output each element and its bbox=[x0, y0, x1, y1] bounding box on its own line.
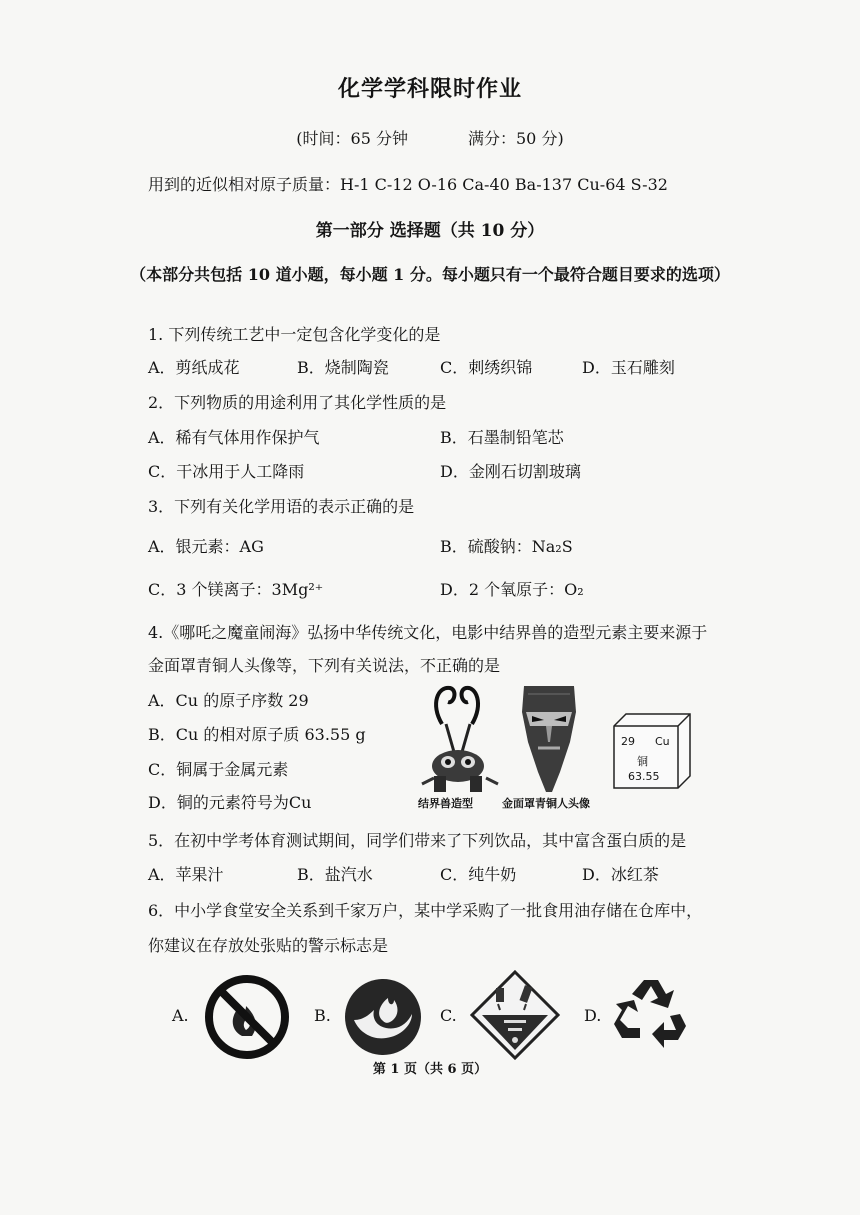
q5-option-d: D．冰红茶 bbox=[582, 865, 659, 884]
q3-option-c: C．3 个镁离子：3Mg²⁺ bbox=[148, 580, 324, 599]
section-instructions: （本部分共包括 10 道小题，每小题 1 分。每小题只有一个最符合题目要求的选项） bbox=[130, 265, 730, 284]
q4-stem-line2: 金面罩青铜人头像等，下列有关说法，不正确的是 bbox=[148, 656, 501, 675]
q3-option-a: A．银元素：AG bbox=[148, 537, 264, 556]
q5-option-b: B．盐汽水 bbox=[297, 865, 373, 884]
element-symbol: Cu bbox=[655, 735, 670, 748]
q4-option-d: D．铜的元素符号为Cu bbox=[148, 793, 312, 812]
q6-option-d: D. bbox=[584, 1006, 602, 1025]
exam-title: 化学学科限时作业 bbox=[337, 76, 522, 102]
bronze-head-figure bbox=[516, 682, 582, 794]
q5-option-a: A．苹果汁 bbox=[148, 865, 224, 884]
q4-stem-line1: 4.《哪吒之魔童闹海》弘扬中华传统文化，电影中结界兽的造型元素主要来源于 bbox=[148, 623, 708, 642]
corrosive-sign-icon bbox=[470, 970, 560, 1060]
section-title: 第一部分 选择题（共 10 分） bbox=[315, 221, 545, 241]
q1-option-b: B．烧制陶瓷 bbox=[297, 358, 389, 377]
exam-score: 满分：50 分) bbox=[468, 129, 564, 148]
q2-option-b: B．石墨制铅笔芯 bbox=[440, 428, 564, 447]
exam-time: (时间：65 分钟 bbox=[296, 129, 408, 148]
q5-option-c: C．纯牛奶 bbox=[440, 865, 517, 884]
q2-option-c: C．干冰用于人工降雨 bbox=[148, 462, 305, 481]
q3-option-b: B．硫酸钠：Na₂S bbox=[440, 537, 573, 556]
no-fire-sign-icon bbox=[204, 974, 290, 1060]
q3-option-d: D．2 个氧原子：O₂ bbox=[440, 580, 584, 599]
q6-stem-line2: 你建议在存放处张贴的警示标志是 bbox=[148, 936, 389, 955]
exam-meta bbox=[0, 126, 860, 149]
q1-option-a: A．剪纸成花 bbox=[148, 358, 240, 377]
q2-option-a: A．稀有气体用作保护气 bbox=[148, 428, 320, 447]
q4-option-b: B．Cu 的相对原子质 63.55 g bbox=[148, 725, 366, 744]
q1-option-c: C．刺绣织锦 bbox=[440, 358, 533, 377]
creature-figure bbox=[420, 684, 500, 794]
q2-option-d: D．金刚石切割玻璃 bbox=[440, 462, 581, 481]
page-footer: 第 1 页（共 6 页） bbox=[372, 1062, 488, 1077]
q5-stem: 5．在初中学考体育测试期间，同学们带来了下列饮品，其中富含蛋白质的是 bbox=[148, 831, 687, 850]
q1-stem: 1. 下列传统工艺中一定包含化学变化的是 bbox=[148, 325, 441, 344]
creature-caption: 结界兽造型 bbox=[418, 797, 473, 810]
q1-option-d: D．玉石雕刻 bbox=[582, 358, 675, 377]
element-atomic-number: 29 bbox=[621, 735, 635, 748]
q2-stem: 2．下列物质的用途利用了其化学性质的是 bbox=[148, 393, 447, 412]
q6-stem-line1: 6．中小学食堂安全关系到千家万户，某中学采购了一批食用油存储在仓库中， bbox=[148, 901, 703, 920]
q4-option-a: A．Cu 的原子序数 29 bbox=[148, 691, 309, 710]
q3-stem: 3．下列有关化学用语的表示正确的是 bbox=[148, 497, 415, 516]
q6-option-c: C. bbox=[440, 1006, 457, 1025]
q6-option-a: A. bbox=[172, 1006, 189, 1025]
flammable-sign-icon bbox=[342, 976, 424, 1058]
bronze-head-caption: 金面罩青铜人头像 bbox=[502, 797, 590, 810]
element-mass: 63.55 bbox=[628, 770, 660, 783]
atomic-masses: 用到的近似相对原子质量：H-1 C-12 O-16 Ca-40 Ba-137 Cu-64 S-32 bbox=[148, 175, 668, 194]
recycle-sign-icon bbox=[610, 972, 692, 1054]
element-name: 铜 bbox=[637, 755, 648, 768]
q4-option-c: C．铜属于金属元素 bbox=[148, 760, 289, 779]
q6-option-b: B. bbox=[314, 1006, 331, 1025]
